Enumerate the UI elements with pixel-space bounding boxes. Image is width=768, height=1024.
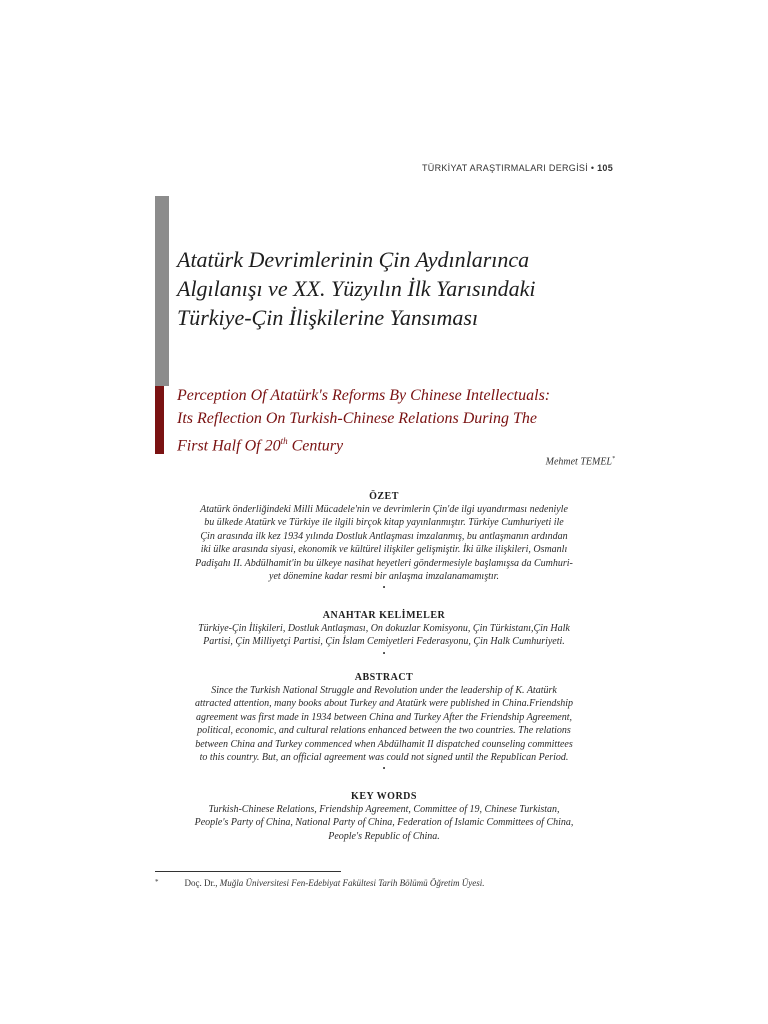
english-title-ordinal: th xyxy=(280,436,288,446)
english-title-line: Perception Of Atatürk's Reforms By Chinese Intellectuals: xyxy=(177,387,551,404)
abstract-line: Since the Turkish National Struggle and Revolution under the leadership of K. Atatürk xyxy=(211,685,557,696)
running-head xyxy=(422,163,613,173)
ozet-heading: ÖZET xyxy=(369,491,399,502)
english-title-line3-prefix: First Half Of 20 xyxy=(177,437,281,455)
english-title-line: Its Reflection On Turkish-Chinese Relations During The xyxy=(177,410,537,427)
english-title-line3-suffix: Century xyxy=(287,437,344,455)
turkish-title-line: Türkiye-Çin İlişkilerine Yansıması xyxy=(177,305,479,330)
ozet-line: Atatürk önderliğindeki Milli Mücadele'nin ve devrimlerin Çin'de ilgi uyandırması nedeniyle xyxy=(200,504,568,515)
abstract-heading: ABSTRACT xyxy=(354,672,414,683)
abstract-section xyxy=(160,671,608,774)
keywords-line: People's Party of China, National Party of China, Federation of Islamic Committees of China, xyxy=(194,817,574,829)
keywords-line: People's Republic of China. xyxy=(328,830,440,842)
footnote-title: Doç. Dr., xyxy=(184,878,218,888)
ozet-line: Padişahı II. Abdülhamit'in bu ülkeye nasihat heyetleri göndermesiyle başlamışsa da Cumhuri- xyxy=(195,557,573,569)
turkish-title-line: Algılanışı ve XX. Yüzyılın İlk Yarısındaki xyxy=(177,276,536,301)
abstract-line: between China and Turkey commenced when Abdülhamit II dispatched counseling committees xyxy=(195,738,573,750)
anahtar-section xyxy=(160,609,608,659)
section-bullet: • xyxy=(382,764,386,774)
turkish-title-line: Atatürk Devrimlerinin Çin Aydınlarınca xyxy=(177,247,530,272)
ozet-line: yet dönemine kadar resmi bir anlaşma imzalanamamıştır. xyxy=(269,571,499,583)
ozet-line: iki ülke arasında siyasi, ekonomik ve kültürel ilişkiler gelişmiştir. İki ülke ilişkileri, Osmanlı xyxy=(200,544,568,556)
keywords-heading: KEY WORDS xyxy=(351,791,417,802)
journal-name: TÜRKİYAT ARAŞTIRMALARI DERGİSİ xyxy=(421,163,588,173)
footnote-rule xyxy=(155,871,341,872)
section-bullet: • xyxy=(382,648,386,658)
anahtar-line: Partisi, Çin Milliyetçi Partisi, Çin İslam Cemiyetleri Federasyonu, Çin Halk Cumhuriyeti. xyxy=(203,636,565,648)
footnote-mark: * xyxy=(155,878,159,886)
abstract-line: agreement was first made in 1934 between China and Turkey After the Friendship Agreement, xyxy=(195,711,573,723)
section-bullet: • xyxy=(382,583,386,593)
footnote xyxy=(155,878,615,888)
ozet-line: bu ülkede Atatürk ve Türkiye ile ilgili birçok kitap yayınlanmıştır. Türkiye Cumhuriyeti ile xyxy=(204,517,564,529)
anahtar-heading: ANAHTAR KELİMELER xyxy=(322,610,446,621)
english-title-accent-bar xyxy=(155,386,164,454)
english-title xyxy=(177,384,647,457)
page-number: 105 xyxy=(597,163,613,173)
author-footnote-mark: * xyxy=(612,456,615,462)
english-title-line xyxy=(177,430,647,457)
turkish-title xyxy=(177,245,637,332)
abstract-line: attracted attention, many books about Turkey and Atatürk were published in China.Friendship xyxy=(194,698,574,710)
footnote-text: Muğla Üniversitesi Fen-Edebiyat Fakültesi Tarih Bölümü Öğretim Üyesi. xyxy=(217,878,485,888)
running-head-separator: • xyxy=(590,163,595,173)
keywords-line: Turkish-Chinese Relations, Friendship Agreement, Committee of 19, Chinese Turkistan, xyxy=(208,804,560,815)
keywords-section xyxy=(160,790,608,843)
abstract-line: to this country. But, an official agreement was could not signed until the Republican Period. xyxy=(199,752,569,764)
ozet-line: Çin arasında ilk kez 1934 yılında Dostluk Antlaşması imzalanmış, bu antlaşmanın ardından xyxy=(200,530,568,542)
abstract-line: political, economic, and cultural relations enhanced between the two countries. The relations xyxy=(197,725,571,737)
author-name: Mehmet TEMEL xyxy=(545,456,612,468)
anahtar-line: Türkiye-Çin İlişkileri, Dostluk Antlaşması, On dokuzlar Komisyonu, Çin Türkistanı,Çin Halk xyxy=(198,623,570,634)
author xyxy=(546,456,615,467)
ozet-section xyxy=(160,490,608,593)
turkish-title-accent-bar xyxy=(155,196,169,386)
